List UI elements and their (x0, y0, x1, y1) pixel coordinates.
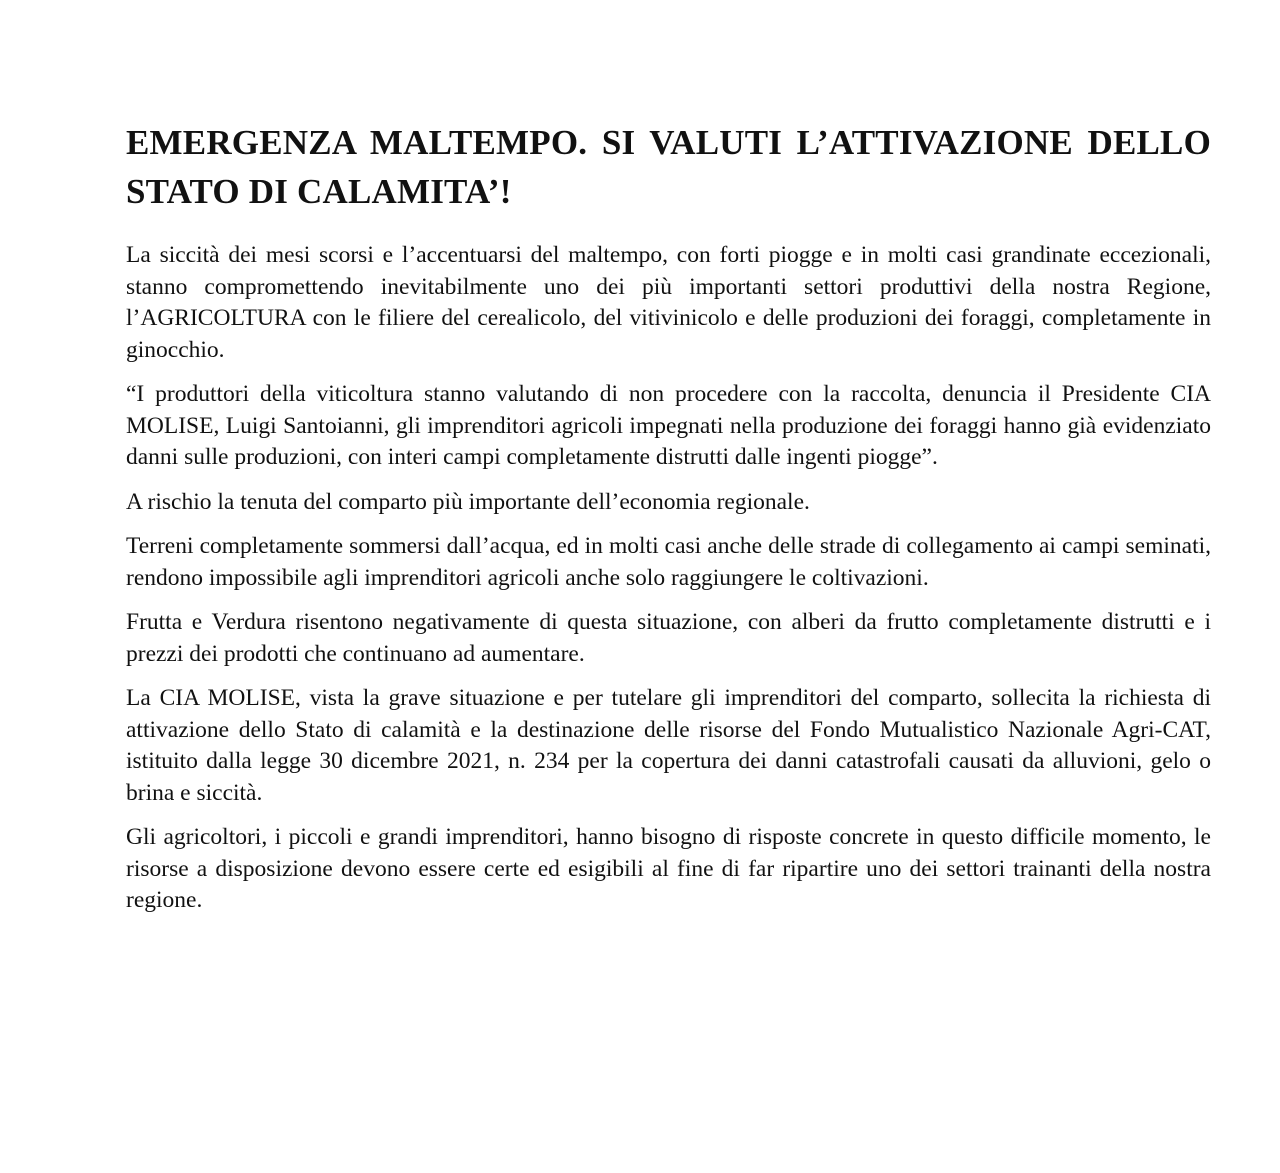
paragraph: “I produttori della viticoltura stanno valutando di non procedere con la raccolta, denuncia il Presidente CIA MOLISE, Luigi Santoianni, gli imprenditori agricoli impegnati nella produzione dei foraggi hanno già evidenziato danni sulle produzioni, con interi campi completamente distrutti dalle ingenti piogge”. (126, 381, 1211, 470)
document-title: EMERGENZA MALTEMPO. SI VALUTI L’ATTIVAZIONE DELLO STATO DI CALAMITA’! (126, 123, 1211, 211)
paragraph: Frutta e Verdura risentono negativamente di questa situazione, con alberi da frutto completamente distrutti e i prezzi dei prodotti che continuano ad aumentare. (126, 609, 1211, 667)
paragraph: Gli agricoltori, i piccoli e grandi imprenditori, hanno bisogno di risposte concrete in questo difficile momento, le risorse a disposizione devono essere certe ed esigibili al fine di far ripartire uno dei settori trainanti della nostra regione. (126, 824, 1211, 913)
paragraph: La siccità dei mesi scorsi e l’accentuarsi del maltempo, con forti piogge e in molti casi grandinate eccezionali, stanno compromettendo inevitabilmente uno dei più importanti settori produttivi della nostra Regione, l’AGRICOLTURA con le filiere del cerealicolo, del vitivinicolo e delle produzioni dei foraggi, completamente in ginocchio. (126, 242, 1211, 363)
paragraph: Terreni completamente sommersi dall’acqua, ed in molti casi anche delle strade di collegamento ai campi seminati, rendono impossibile agli imprenditori agricoli anche solo raggiungere le coltivazioni. (126, 533, 1211, 591)
paragraph: La CIA MOLISE, vista la grave situazione e per tutelare gli imprenditori del comparto, sollecita la richiesta di attivazione dello Stato di calamità e la destinazione delle risorse del Fondo Mutualistico Nazionale Agri-CAT, istituito dalla legge 30 dicembre 2021, n. 234 per la copertura dei danni catastrofali causati da alluvioni, gelo o brina e siccità. (126, 685, 1211, 806)
document-page (126, 118, 1211, 930)
paragraph: A rischio la tenuta del comparto più importante dell’economia regionale. (126, 488, 810, 515)
